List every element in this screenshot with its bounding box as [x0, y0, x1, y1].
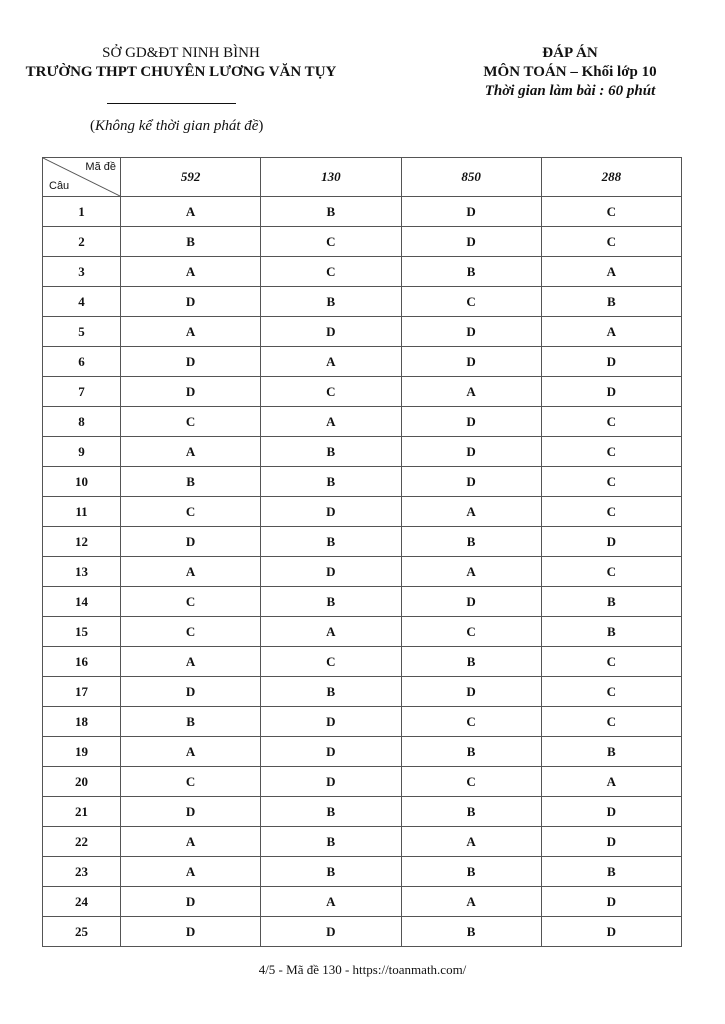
- answer-cell: C: [541, 677, 681, 707]
- answer-cell: C: [261, 647, 401, 677]
- time-note: (Không kể thời gian phát đề): [90, 118, 264, 134]
- question-number: 8: [43, 407, 121, 437]
- question-number: 24: [43, 887, 121, 917]
- question-number: 12: [43, 527, 121, 557]
- table-row: [43, 767, 682, 797]
- answer-cell: D: [121, 527, 261, 557]
- question-number: 6: [43, 347, 121, 377]
- answer-cell: A: [541, 317, 681, 347]
- answer-cell: B: [541, 287, 681, 317]
- answer-cell: C: [261, 377, 401, 407]
- answer-key-title: ĐÁP ÁN: [542, 45, 598, 61]
- answer-cell: D: [541, 917, 681, 947]
- answer-cell: B: [541, 857, 681, 887]
- question-number: 18: [43, 707, 121, 737]
- answer-cell: B: [541, 587, 681, 617]
- question-number: 21: [43, 797, 121, 827]
- answer-cell: D: [401, 197, 541, 227]
- answer-cell: A: [121, 827, 261, 857]
- page-footer: 4/5 - Mã đề 130 - https://toanmath.com/: [258, 962, 467, 977]
- answer-cell: C: [121, 407, 261, 437]
- table-row: [43, 797, 682, 827]
- answer-cell: A: [121, 257, 261, 287]
- answer-cell: A: [121, 737, 261, 767]
- answer-cell: B: [401, 527, 541, 557]
- table-row: [43, 737, 682, 767]
- answer-cell: D: [121, 347, 261, 377]
- question-number: 4: [43, 287, 121, 317]
- answer-cell: A: [401, 887, 541, 917]
- answer-cell: D: [541, 527, 681, 557]
- answer-cell: A: [541, 767, 681, 797]
- answer-cell: B: [541, 737, 681, 767]
- table-row: [43, 617, 682, 647]
- answer-cell: C: [401, 617, 541, 647]
- code-header: 592: [121, 158, 261, 197]
- table-row: [43, 587, 682, 617]
- code-header: 130: [261, 158, 401, 197]
- exam-header: [440, 44, 700, 101]
- answer-cell: B: [261, 437, 401, 467]
- table-row: [43, 917, 682, 947]
- exam-duration: Thời gian làm bài : 60 phút: [484, 83, 656, 99]
- answer-cell: A: [121, 197, 261, 227]
- question-number: 1: [43, 197, 121, 227]
- answer-cell: D: [401, 467, 541, 497]
- answer-cell: B: [121, 467, 261, 497]
- question-number: 5: [43, 317, 121, 347]
- answer-cell: A: [261, 347, 401, 377]
- answer-cell: D: [261, 557, 401, 587]
- answer-cell: B: [261, 197, 401, 227]
- answer-cell: D: [401, 227, 541, 257]
- answer-cell: D: [261, 707, 401, 737]
- table-row: [43, 257, 682, 287]
- answer-cell: B: [261, 287, 401, 317]
- answer-cell: B: [401, 257, 541, 287]
- answer-cell: A: [261, 887, 401, 917]
- table-row: [43, 527, 682, 557]
- table-row: [43, 647, 682, 677]
- answer-cell: C: [541, 227, 681, 257]
- answer-cell: D: [261, 737, 401, 767]
- answer-cell: D: [121, 917, 261, 947]
- answer-table: [42, 157, 682, 947]
- table-header-row: [43, 158, 682, 197]
- corner-cell: [43, 158, 121, 197]
- answer-cell: B: [261, 527, 401, 557]
- answer-cell: B: [261, 467, 401, 497]
- answer-cell: C: [541, 407, 681, 437]
- school-header: [0, 44, 362, 82]
- answer-cell: C: [541, 707, 681, 737]
- question-number: 2: [43, 227, 121, 257]
- answer-cell: A: [401, 497, 541, 527]
- answer-cell: C: [541, 647, 681, 677]
- answer-cell: C: [401, 707, 541, 737]
- answer-cell: D: [121, 377, 261, 407]
- code-header: 850: [401, 158, 541, 197]
- question-number: 13: [43, 557, 121, 587]
- table-row: [43, 857, 682, 887]
- question-number: 19: [43, 737, 121, 767]
- answer-cell: C: [261, 257, 401, 287]
- answer-cell: D: [121, 797, 261, 827]
- answer-cell: D: [401, 317, 541, 347]
- answer-cell: C: [121, 497, 261, 527]
- answer-cell: B: [261, 587, 401, 617]
- answer-cell: B: [261, 797, 401, 827]
- table-row: [43, 197, 682, 227]
- question-number: 22: [43, 827, 121, 857]
- answer-cell: A: [541, 257, 681, 287]
- answer-cell: A: [121, 857, 261, 887]
- answer-cell: D: [541, 797, 681, 827]
- department-name: SỞ GD&ĐT NINH BÌNH: [102, 45, 260, 61]
- answer-cell: A: [121, 437, 261, 467]
- answer-cell: A: [261, 407, 401, 437]
- answer-cell: A: [261, 617, 401, 647]
- answer-cell: D: [261, 497, 401, 527]
- question-number: 14: [43, 587, 121, 617]
- answer-cell: D: [401, 677, 541, 707]
- answer-cell: A: [121, 317, 261, 347]
- answer-cell: B: [541, 617, 681, 647]
- question-number: 16: [43, 647, 121, 677]
- answer-cell: B: [401, 917, 541, 947]
- answer-cell: B: [261, 857, 401, 887]
- table-row: [43, 707, 682, 737]
- answer-cell: B: [401, 797, 541, 827]
- question-number: 10: [43, 467, 121, 497]
- answer-cell: C: [541, 197, 681, 227]
- answer-cell: D: [541, 377, 681, 407]
- answer-cell: D: [541, 827, 681, 857]
- answer-cell: C: [401, 767, 541, 797]
- table-row: [43, 407, 682, 437]
- question-number: 3: [43, 257, 121, 287]
- table-row: [43, 677, 682, 707]
- answer-cell: D: [121, 677, 261, 707]
- question-number: 15: [43, 617, 121, 647]
- answer-cell: C: [121, 767, 261, 797]
- answer-cell: B: [121, 227, 261, 257]
- table-row: [43, 287, 682, 317]
- table-row: [43, 887, 682, 917]
- code-header: 288: [541, 158, 681, 197]
- answer-cell: B: [401, 737, 541, 767]
- table-row: [43, 467, 682, 497]
- header-divider: [107, 103, 236, 104]
- answer-cell: B: [261, 827, 401, 857]
- question-number: 7: [43, 377, 121, 407]
- answer-cell: D: [261, 917, 401, 947]
- answer-cell: A: [401, 827, 541, 857]
- answer-cell: D: [401, 347, 541, 377]
- table-row: [43, 497, 682, 527]
- answer-cell: C: [121, 587, 261, 617]
- answer-cell: D: [121, 287, 261, 317]
- answer-cell: A: [121, 647, 261, 677]
- question-label: Câu: [49, 180, 70, 192]
- answer-cell: C: [541, 557, 681, 587]
- table-row: [43, 227, 682, 257]
- answer-cell: C: [401, 287, 541, 317]
- code-label: Mã đề: [85, 161, 116, 173]
- table-row: [43, 557, 682, 587]
- time-note-text: Không kể thời gian phát đề: [95, 118, 259, 134]
- answer-cell: A: [121, 557, 261, 587]
- answer-cell: A: [401, 377, 541, 407]
- answer-cell: D: [541, 887, 681, 917]
- question-number: 25: [43, 917, 121, 947]
- answer-cell: D: [541, 347, 681, 377]
- answer-cell: D: [401, 587, 541, 617]
- answer-cell: B: [261, 677, 401, 707]
- answer-cell: C: [541, 437, 681, 467]
- question-number: 17: [43, 677, 121, 707]
- table-row: [43, 437, 682, 467]
- subject-grade: MÔN TOÁN – Khối lớp 10: [483, 64, 657, 80]
- answer-cell: A: [401, 557, 541, 587]
- answer-cell: D: [401, 407, 541, 437]
- answer-cell: C: [541, 467, 681, 497]
- table-row: [43, 377, 682, 407]
- answer-cell: D: [401, 437, 541, 467]
- question-number: 23: [43, 857, 121, 887]
- answer-cell: C: [121, 617, 261, 647]
- question-number: 11: [43, 497, 121, 527]
- school-name: TRƯỜNG THPT CHUYÊN LƯƠNG VĂN TỤY: [25, 64, 337, 80]
- table-row: [43, 317, 682, 347]
- answer-cell: D: [261, 317, 401, 347]
- answer-cell: D: [261, 767, 401, 797]
- answer-cell: D: [121, 887, 261, 917]
- table-row: [43, 347, 682, 377]
- table-row: [43, 827, 682, 857]
- question-number: 20: [43, 767, 121, 797]
- answer-cell: C: [261, 227, 401, 257]
- answer-cell: B: [121, 707, 261, 737]
- answer-cell: B: [401, 647, 541, 677]
- answer-cell: C: [541, 497, 681, 527]
- question-number: 9: [43, 437, 121, 467]
- answer-cell: B: [401, 857, 541, 887]
